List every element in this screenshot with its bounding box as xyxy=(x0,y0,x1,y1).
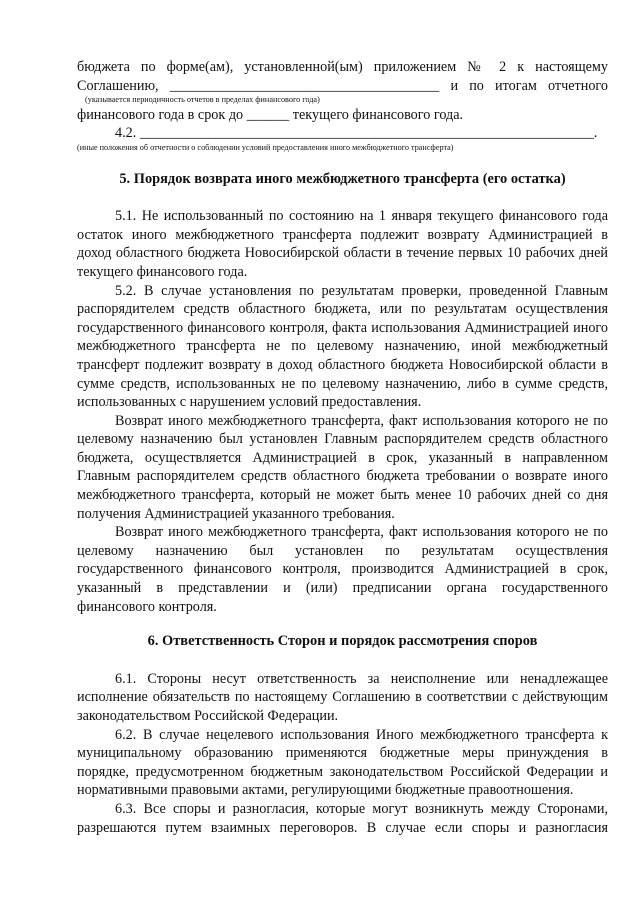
paragraph-6-1: 6.1. Стороны несут ответственность за неисполнение или ненадлежащее исполнение обязательств по настоящему Соглашению в соответствии с действующим законодательством Российской Федерации. xyxy=(77,670,608,724)
reporting-period-blank: ______________________________________ xyxy=(169,77,440,94)
intro-line-3: финансового года в срок до ______ текущего финансового года. xyxy=(77,106,464,123)
paragraph-5-2: 5.2. В случае установления по результатам проверки, проведенной Главным распорядителем средств областного бюджета, или по результатам осуществления государственного финансового контроля, факта использования Администрацией иного межбюджетного трансферта не по целевому назначению, иной межбюджетный трансферт подлежит возврату в доход областного бюджета Новосибирской области в сумме средств, использованных не по целевому назначению, либо в сумме средств, использованных с нарушением условий предоставления. xyxy=(77,282,608,411)
periodicity-note: (указывается периодичность отчетов в пределах финансового года) xyxy=(85,95,320,105)
paragraph-5-1: 5.1. Не использованный по состоянию на 1 января текущего финансового года остаток иного межбюджетного трансферта подлежит возврату Администрацией в доход областного бюджета Новосибирской области в течение первых 10 рабочих дней текущего финансового года. xyxy=(77,208,608,280)
intro-line-2-end: и по итогам отчетного xyxy=(439,77,608,94)
intro-line-2 xyxy=(77,77,608,96)
document-page xyxy=(77,58,608,837)
section-6-title: 6. Ответственность Сторон и порядок рассмотрения споров xyxy=(147,633,538,650)
intro-line-2-start: Соглашению, xyxy=(77,77,170,94)
item-4-2: 4.2. ________________________________________________________________. xyxy=(115,125,598,142)
paragraph-5-2-return-gfk: Возврат иного межбюджетного трансферта, факт использования которого не по целевому назначению был установлен по результатам осуществления государственного финансового контроля, производится Администрацией в срок, указанный в представлении и (или) предписании органа государственного финансового контроля. xyxy=(77,524,608,615)
intro-line-1: бюджета по форме(ам), установленной(ым) приложением № 2 к настоящему xyxy=(77,59,608,75)
paragraph-6-2: 6.2. В случае нецелевого использования Иного межбюджетного трансферта к муниципальному образованию применяются бюджетные меры принуждения в порядке, предусмотренном бюджетным законодательством Российской Федерации и нормативными правовыми актами, регулирующими бюджетные правоотношения. xyxy=(77,726,608,799)
section-5-title: 5. Порядок возврата иного межбюджетного трансферта (его остатка) xyxy=(119,170,566,187)
other-provisions-note: (иные положения об отчетности о соблюдении условий предоставления иного межбюджетного трансферта) xyxy=(77,142,454,152)
paragraph-5-2-return-gm: Возврат иного межбюджетного трансферта, факт использования которого не по целевому назначению был установлен Главным распорядителем средств областного бюджета, осуществляется Администрацией в срок, указанный в направленном Главным распорядителем средств областного бюджета требовании о возврате иного межбюджетного трансферта, который не может быть менее 10 рабочих дней со дня получения Администрацией указанного требования. xyxy=(77,412,608,522)
paragraph-6-3: 6.3. Все споры и разногласия, которые могут возникнуть между Сторонами, разрешаются путем взаимных переговоров. В случае если споры и разногласия xyxy=(77,800,608,836)
